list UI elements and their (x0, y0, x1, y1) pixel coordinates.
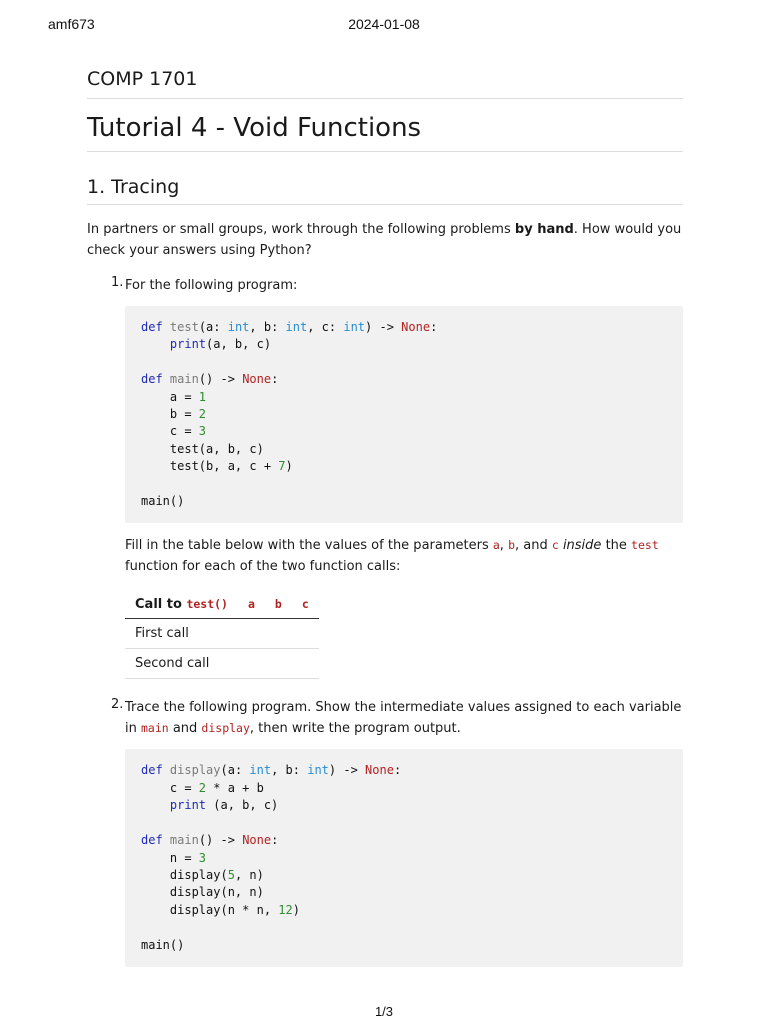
page-title: Tutorial 4 - Void Functions (87, 111, 683, 152)
cell-c[interactable] (292, 619, 319, 649)
page-number: 1/3 (374, 1004, 394, 1019)
cell-a[interactable] (238, 619, 265, 649)
intro-paragraph: In partners or small groups, work through the following problems by hand. How would you check your answers using Python? (87, 222, 682, 258)
document-body (87, 66, 683, 967)
header-a: a (238, 589, 265, 619)
question-2 (111, 697, 683, 966)
cell-b[interactable] (265, 619, 292, 649)
header-c: c (292, 589, 319, 619)
table-header-row (125, 589, 319, 619)
row-label: Second call (125, 649, 238, 679)
header-call: Call to test() (125, 589, 238, 619)
fill-instructions: Fill in the table below with the values of the parameters a, b, and c inside the test function for each of the two function calls: (125, 538, 659, 575)
cell-b[interactable] (265, 649, 292, 679)
course-code: COMP 1701 (87, 66, 683, 99)
section-heading: 1. Tracing (87, 174, 683, 205)
table-row (125, 619, 319, 649)
question-number: 2. (111, 697, 124, 713)
cell-a[interactable] (238, 649, 265, 679)
question-text: For the following program: (125, 278, 298, 293)
code-block-1: def test(a: int, b: int, c: int) -> None: print(a, b, c) def main() -> None: a = 1 b = 2 c = 3 test(a, b, c) test(b, a, c + 7) main() (125, 306, 683, 523)
cell-c[interactable] (292, 649, 319, 679)
question-number: 1. (111, 275, 124, 290)
header-username: amf673 (48, 16, 95, 32)
question-1 (111, 275, 683, 679)
row-label: First call (125, 619, 238, 649)
trace-table (125, 589, 319, 679)
question-text: Trace the following program. Show the intermediate values assigned to each variable in main and display, then write the program output. (125, 700, 682, 737)
header-b: b (265, 589, 292, 619)
table-row (125, 649, 319, 679)
header-date: 2024-01-08 (348, 16, 420, 32)
code-block-2: def display(a: int, b: int) -> None: c = 2 * a + b print (a, b, c) def main() -> None: n = 3 display(5, n) display(n, n) display(n * n, 12) main() (125, 749, 683, 966)
